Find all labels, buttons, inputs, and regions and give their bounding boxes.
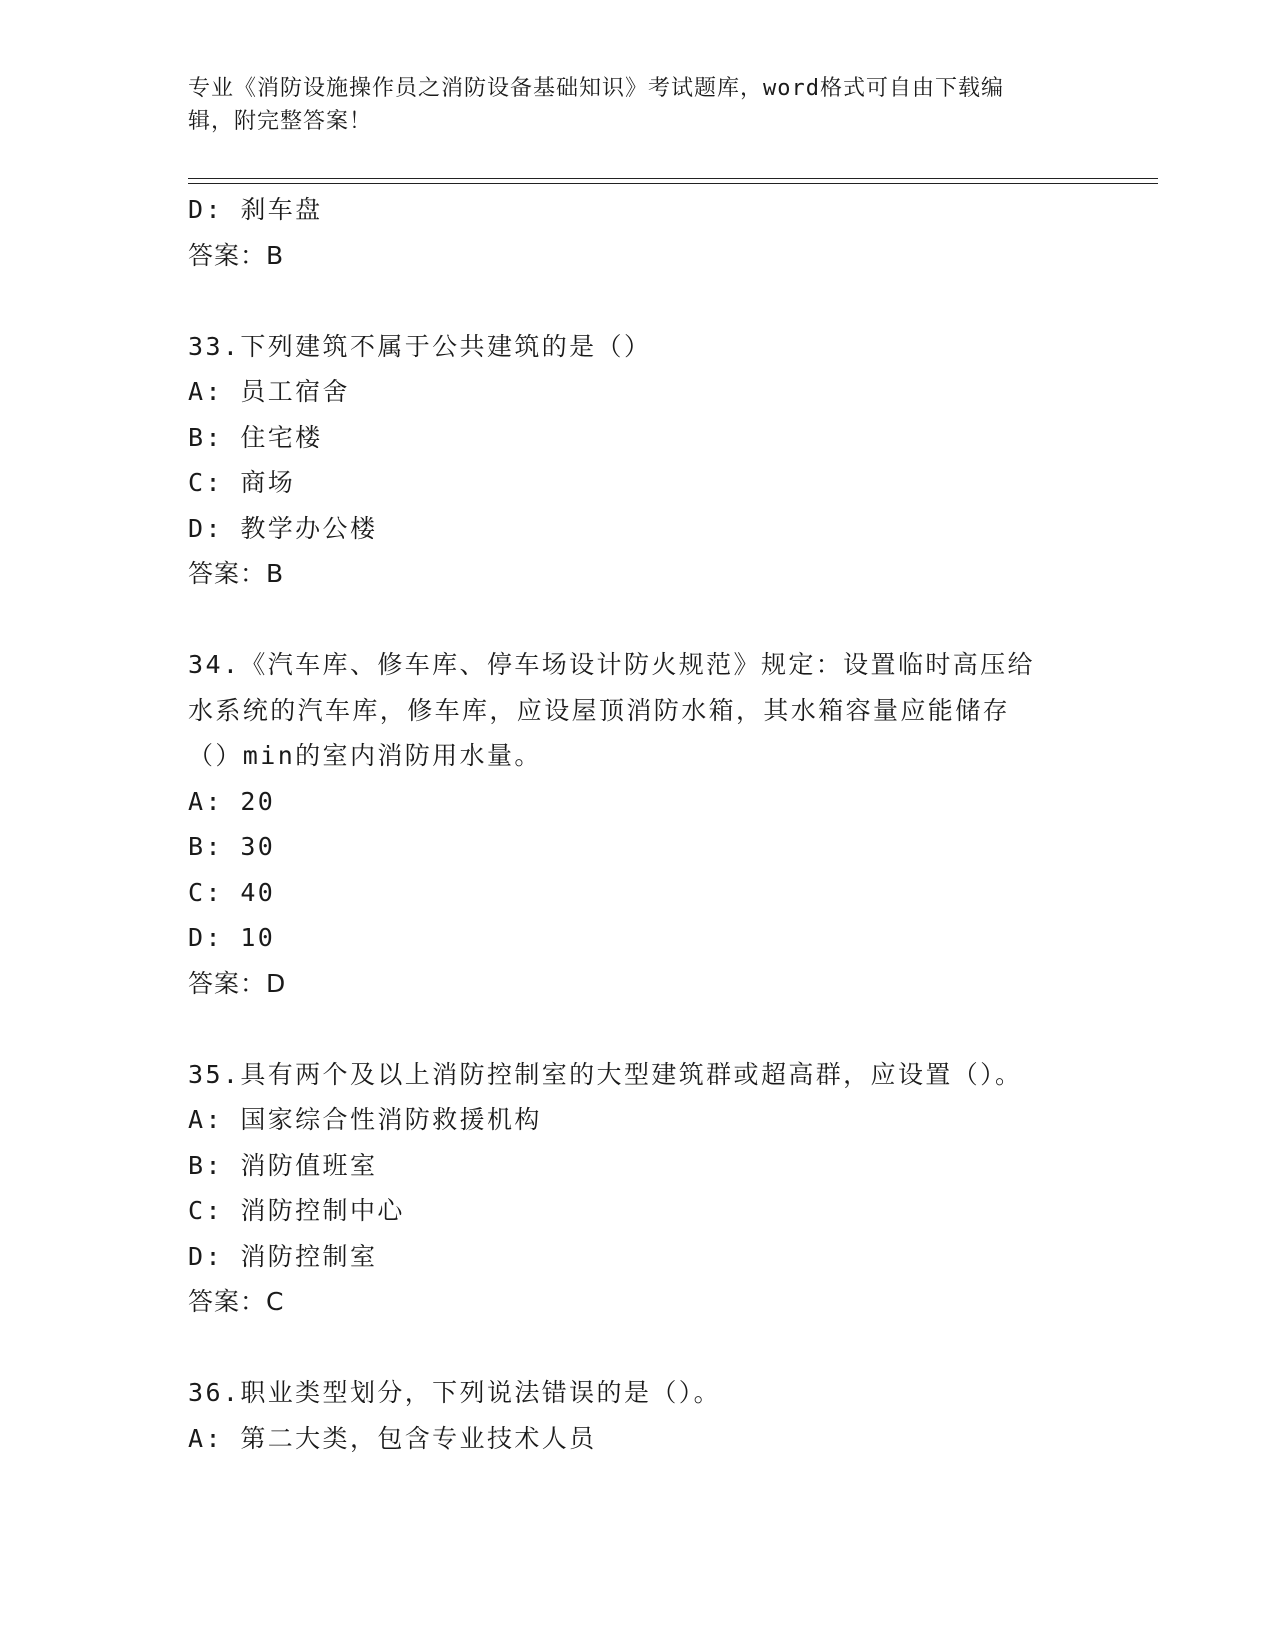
header-divider-top bbox=[188, 178, 1158, 179]
spacer bbox=[188, 1325, 1088, 1371]
option-b: B: 住宅楼 bbox=[188, 422, 323, 452]
header-divider-bottom bbox=[188, 183, 1158, 184]
question-35 bbox=[188, 1052, 1088, 1325]
header-line-2: 辑，附完整答案！ bbox=[188, 109, 373, 134]
question-stem: 33.下列建筑不属于公共建筑的是（） bbox=[188, 331, 652, 361]
question-list bbox=[188, 187, 1088, 1461]
option-c: C: 40 bbox=[188, 877, 276, 907]
option-a: A: 员工宿舍 bbox=[188, 377, 350, 406]
option-d: D: 教学办公楼 bbox=[188, 513, 378, 543]
question-34 bbox=[188, 642, 1088, 1006]
question-stem-line-2: 水系统的汽车库，修车库，应设屋顶消防水箱，其水箱容量应能储存 bbox=[188, 695, 1011, 725]
header-line-1: 专业《消防设施操作员之消防设备基础知识》考试题库，word格式可自由下载编 bbox=[188, 76, 1004, 101]
question-stem-line-3: （）min的室内消防用水量。 bbox=[188, 741, 542, 770]
question-stem: 35.具有两个及以上消防控制室的大型建筑群或超高群，应设置（）。 bbox=[188, 1059, 1023, 1089]
question-36 bbox=[188, 1370, 1088, 1461]
prev-option-d: D: 刹车盘 bbox=[188, 195, 323, 224]
option-a: A: 20 bbox=[188, 786, 276, 816]
answer: 答案：B bbox=[188, 559, 285, 588]
question-33 bbox=[188, 324, 1088, 597]
question-stem-line-1: 34.《汽车库、修车库、停车场设计防火规范》规定：设置临时高压给 bbox=[188, 650, 1035, 679]
option-a: A: 第二大类，包含专业技术人员 bbox=[188, 1423, 597, 1453]
document-header bbox=[188, 72, 1088, 138]
option-b: B: 30 bbox=[188, 832, 276, 861]
option-d: D: 10 bbox=[188, 923, 276, 952]
option-a: A: 国家综合性消防救援机构 bbox=[188, 1105, 542, 1134]
option-c: C: 商场 bbox=[188, 468, 296, 497]
spacer bbox=[188, 278, 1088, 324]
spacer bbox=[188, 597, 1088, 643]
option-c: C: 消防控制中心 bbox=[188, 1196, 405, 1225]
option-b: B: 消防值班室 bbox=[188, 1150, 378, 1180]
option-d: D: 消防控制室 bbox=[188, 1241, 378, 1271]
prev-answer: 答案：B bbox=[188, 240, 285, 270]
spacer bbox=[188, 1006, 1088, 1052]
answer: 答案：D bbox=[188, 968, 287, 998]
answer: 答案：C bbox=[188, 1287, 285, 1316]
question-stem: 36.职业类型划分，下列说法错误的是（）。 bbox=[188, 1378, 722, 1407]
